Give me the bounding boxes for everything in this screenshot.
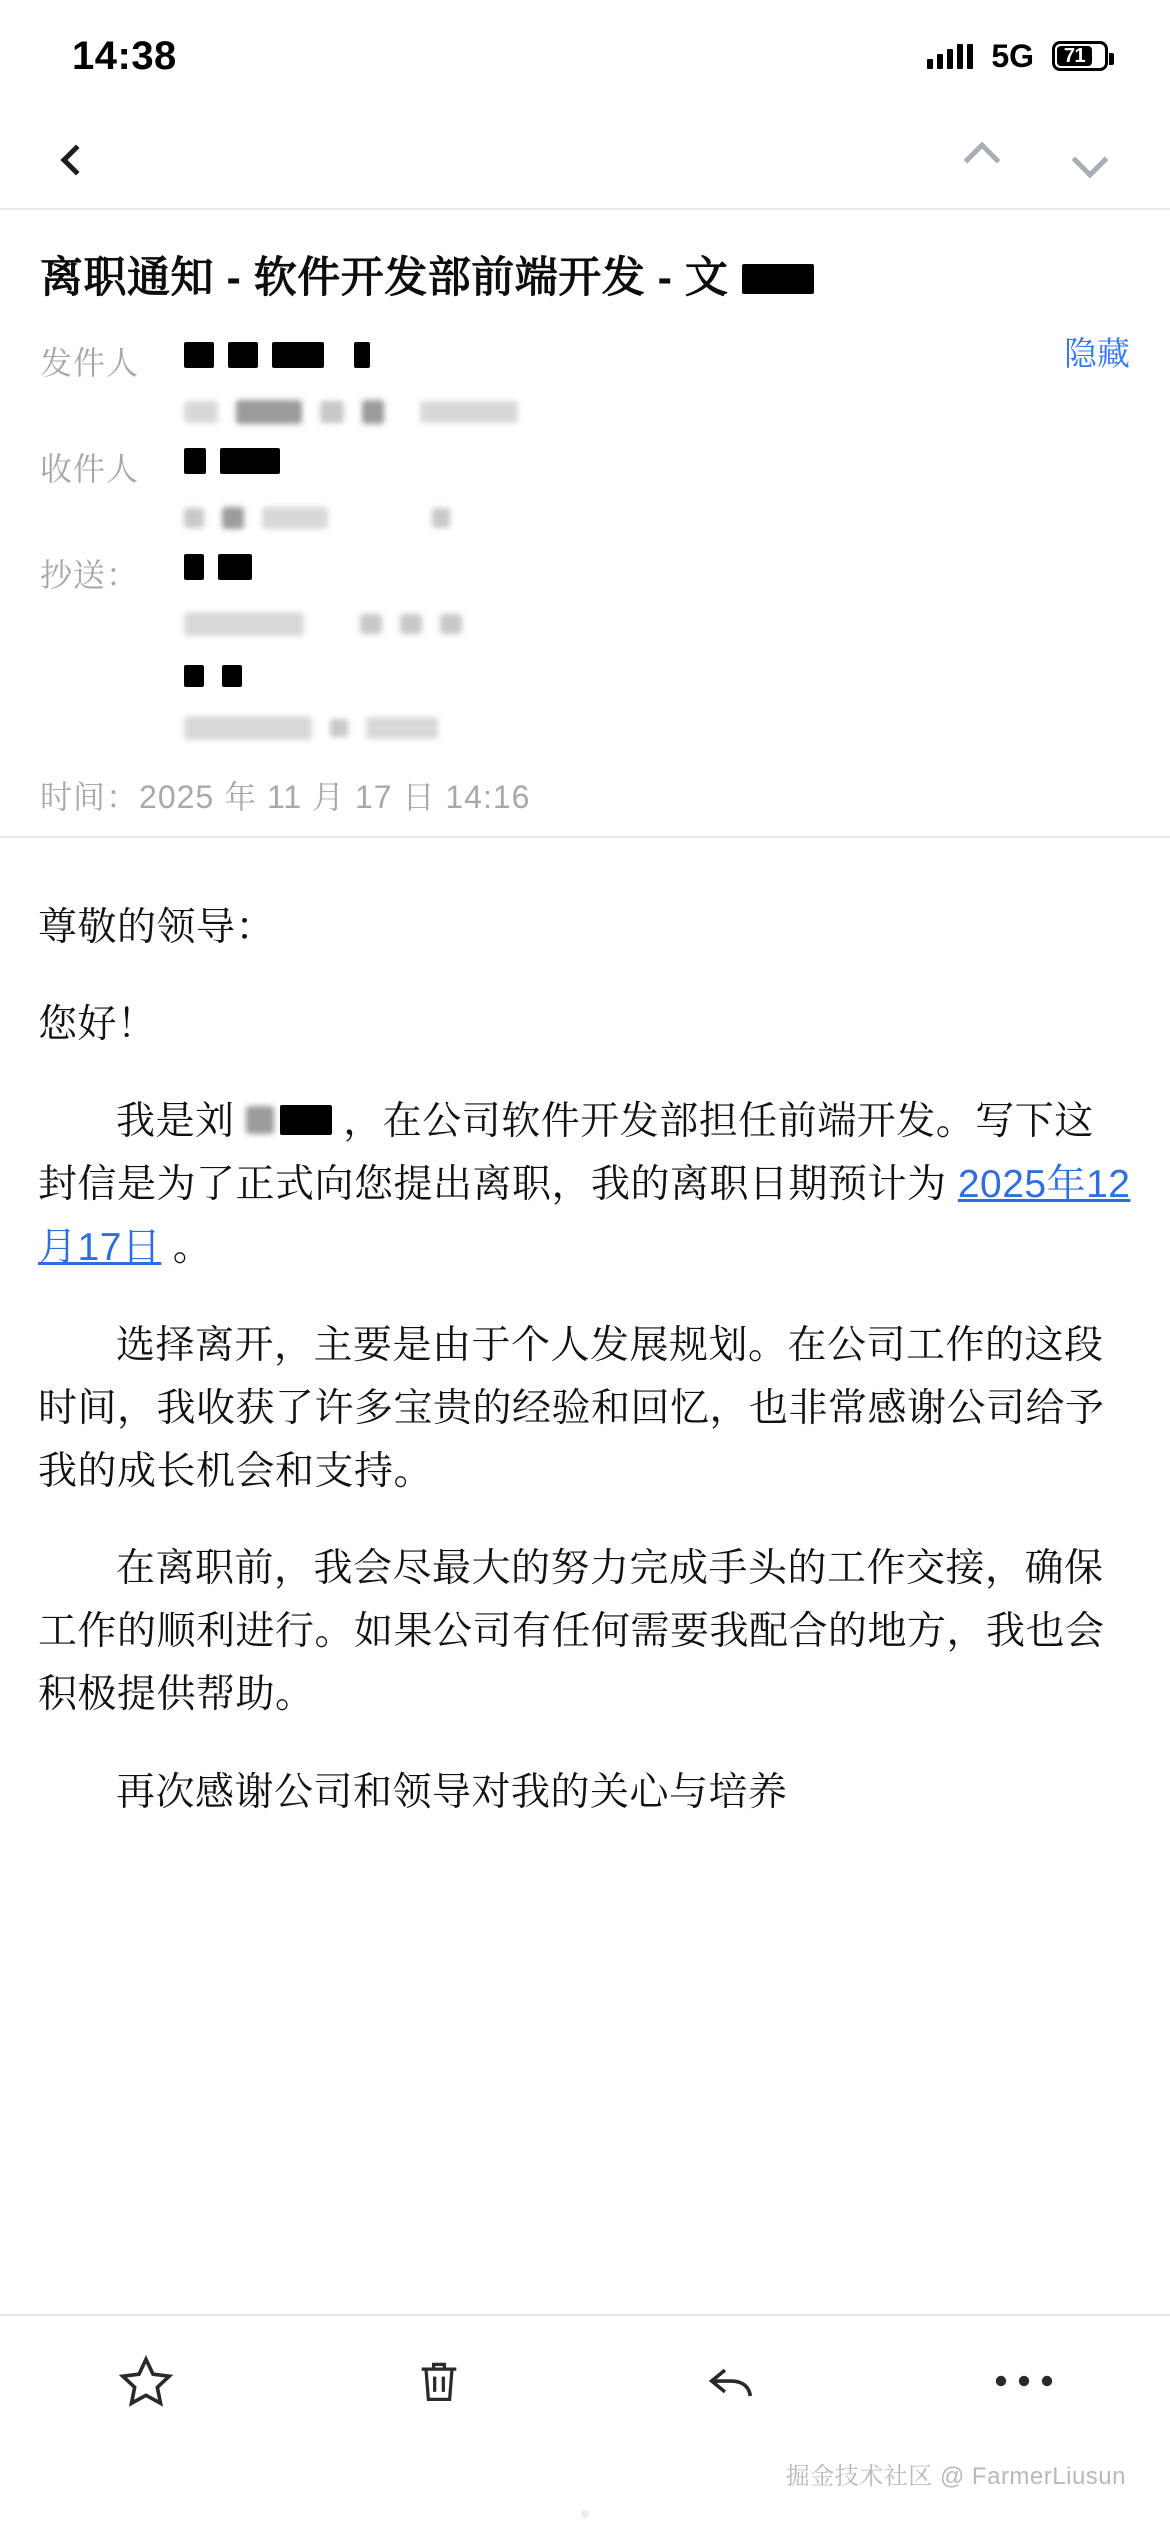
redacted-subject-block [742, 264, 814, 294]
chevron-left-icon [60, 144, 91, 175]
resignation-date-link[interactable]: 2025年12月17日 [38, 1163, 1131, 1270]
body-paragraph-1-prefix: 我是刘 [116, 1100, 235, 1144]
cc-label: 抄送： [40, 556, 140, 593]
status-bar [0, 0, 1170, 112]
mail-header-meta [0, 306, 1170, 838]
body-paragraph-1-end: 。 [172, 1226, 213, 1270]
redacted-block [220, 448, 280, 474]
trash-icon [413, 2352, 465, 2410]
more-ellipsis-icon [993, 2370, 1055, 2392]
body-paragraph-1-suffix: ，在公司软件开发部担任前端开发。写下这封信是为了正式向您提出离职，我的离职日期预计为 [38, 1100, 1094, 1207]
blurred-block [330, 719, 348, 737]
blurred-block [420, 401, 518, 423]
redacted-block [184, 665, 204, 687]
blurred-block [246, 1106, 274, 1134]
mail-subject-text: 离职通知 - 软件开发部前端开发 - 文 [40, 254, 729, 302]
redacted-block [228, 342, 258, 368]
blurred-block [362, 400, 384, 424]
cc-address-row-1 [40, 598, 1130, 650]
redacted-block [184, 448, 206, 474]
mail-time-row [40, 754, 1130, 818]
blurred-block [222, 507, 244, 529]
redacted-block [222, 665, 242, 687]
blurred-block [320, 401, 344, 423]
redacted-block [184, 342, 214, 368]
blurred-block [400, 614, 422, 634]
status-bar-clock: 14:38 [72, 33, 177, 78]
redacted-block [184, 554, 204, 580]
chevron-down-icon [1072, 142, 1109, 179]
recipient-value[interactable] [184, 438, 1130, 484]
previous-mail-button[interactable] [954, 132, 1010, 188]
sender-row [40, 332, 1130, 384]
redacted-block [272, 342, 324, 368]
sender-address-row [40, 386, 1130, 438]
cc-address-row-2 [40, 650, 1130, 702]
mail-subject [40, 252, 1130, 306]
redacted-block [354, 342, 370, 368]
recipient-label: 收件人 [40, 450, 140, 487]
sender-value[interactable] [184, 332, 1130, 378]
hide-details-button[interactable]: 隐藏 [1064, 334, 1130, 372]
body-paragraph-2: 选择离开，主要是由于个人发展规划。在公司工作的这段时间，我收获了许多宝贵的经验和回忆，也非常感谢公司给予我的成长机会和支持。 [38, 1323, 1105, 1493]
body-paragraph-4: 再次感谢公司和领导对我的关心与培养 [116, 1770, 788, 1814]
mail-action-toolbar [0, 2314, 1170, 2446]
content-fade-overlay [0, 2254, 1170, 2314]
chevron-up-icon [964, 142, 1001, 179]
sender-label: 发件人 [40, 344, 140, 381]
mail-time-value: 2025 年 11 月 17 日 14:16 [139, 778, 531, 815]
watermark-credit: 掘金技术社区 @ FarmerLiusun [785, 2463, 1126, 2490]
body-greeting-1: 尊敬的领导： [38, 905, 276, 949]
signal-bars-icon [927, 43, 973, 69]
blurred-block [262, 507, 328, 529]
back-button[interactable] [48, 132, 104, 188]
navigation-bar [0, 112, 1170, 210]
delete-button[interactable] [379, 2326, 499, 2436]
cc-address-row-3 [40, 702, 1130, 754]
reply-button[interactable] [671, 2326, 791, 2436]
redacted-block [218, 554, 252, 580]
footer-watermark-area [0, 2446, 1170, 2532]
reply-arrow-icon [701, 2352, 761, 2410]
subject-section [0, 210, 1170, 306]
blurred-block [432, 508, 450, 528]
body-greeting-2: 您好！ [38, 1002, 157, 1046]
blurred-block [366, 717, 438, 739]
battery-percent-label: 71 [1063, 45, 1086, 67]
body-paragraph-1 [38, 1090, 1132, 1280]
recipient-row [40, 438, 1130, 490]
blurred-block [184, 401, 218, 423]
blurred-block [360, 614, 382, 634]
home-indicator-dot [581, 2510, 589, 2518]
network-type-label: 5G [991, 37, 1034, 74]
blurred-block [236, 400, 302, 424]
more-options-button[interactable] [964, 2326, 1084, 2436]
blurred-block [184, 716, 312, 740]
recipient-address-row [40, 492, 1130, 544]
redacted-name [246, 1105, 332, 1135]
star-button[interactable] [86, 2326, 206, 2436]
cc-value[interactable] [184, 544, 1130, 590]
body-paragraph-3: 在离职前，我会尽最大的努力完成手头的工作交接，确保工作的顺利进行。如果公司有任何需要我配合的地方，我也会积极提供帮助。 [38, 1547, 1105, 1717]
cc-row [40, 544, 1130, 596]
mail-body[interactable] [0, 838, 1170, 2314]
mail-time-label: 时间： [40, 778, 140, 815]
next-mail-button[interactable] [1062, 132, 1118, 188]
blurred-block [184, 508, 204, 528]
blurred-block [184, 612, 304, 636]
redacted-block [280, 1105, 332, 1135]
status-bar-indicators [927, 38, 1108, 75]
blurred-block [440, 614, 462, 634]
battery-icon [1052, 41, 1108, 71]
star-icon [117, 2352, 175, 2410]
